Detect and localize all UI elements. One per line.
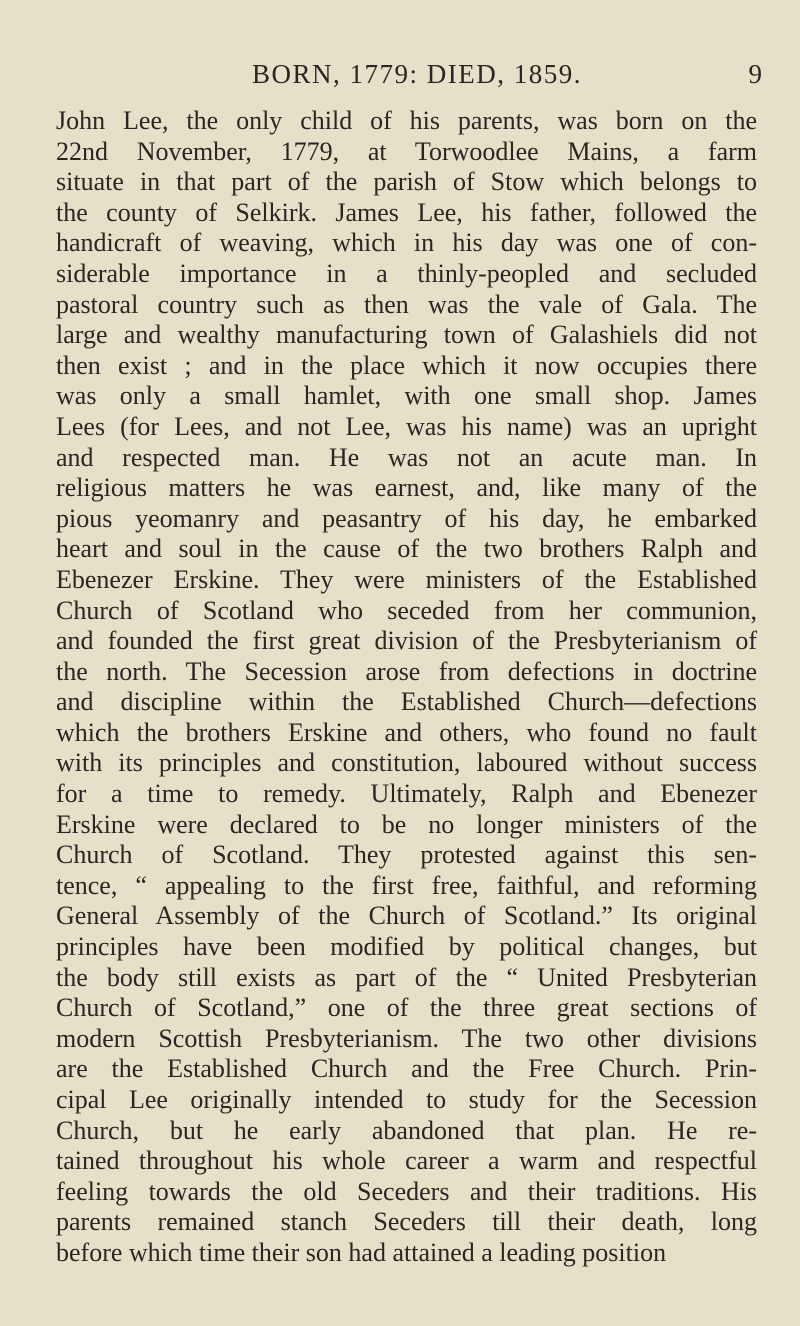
text-line: religious matters he was earnest, and, like many of the [56, 473, 757, 503]
text-line: siderable importance in a thinly-peopled and secluded [56, 258, 757, 288]
text-line: and founded the first great division of the Presbyterianism of [56, 626, 757, 656]
text-line: pious yeomanry and peasantry of his day, he embarked [56, 503, 757, 533]
text-line: pastoral country such as then was the vale of Gala. The [56, 289, 757, 319]
text-line: cipal Lee originally intended to study for the Secession [56, 1085, 757, 1114]
text-line: Church of Scotland,” one of the three great sections of [56, 993, 757, 1023]
text-line: the body still exists as part of the “ United Presbyterian [56, 962, 757, 992]
text-line: Erskine were declared to be no longer ministers of the [56, 809, 757, 839]
text-line: Church of Scotland. They protested against this sen- [56, 840, 757, 870]
text-line: Lees (for Lees, and not Lee, was his name) was an upright [56, 411, 757, 441]
text-line: feeling towards the old Seceders and their traditions. His [56, 1176, 757, 1206]
running-head [0, 55, 800, 99]
text-line: are the Established Church and the Free Church. Prin- [56, 1054, 757, 1084]
text-line: tence, “ appealing to the first free, faithful, and reforming [56, 870, 757, 900]
text-line: for a time to remedy. Ultimately, Ralph and Ebenezer [56, 779, 757, 809]
text-line: and respected man. He was not an acute man. In [56, 442, 757, 472]
page-number: 9 [748, 59, 762, 89]
text-line: then exist ; and in the place which it now occupies there [56, 350, 757, 380]
text-line: handicraft of weaving, which in his day was one of con- [56, 228, 757, 258]
text-line: Church, but he early abandoned that plan. He re- [56, 1115, 757, 1145]
text-line: modern Scottish Presbyterianism. The two other divisions [56, 1023, 757, 1053]
text-line: the north. The Secession arose from defections in doctrine [56, 656, 757, 686]
running-head-title: BORN, 1779: DIED, 1859. [252, 59, 582, 89]
text-line: and discipline within the Established Church—defections [56, 687, 757, 717]
text-line: 22nd November, 1779, at Torwoodlee Mains, a farm [56, 136, 757, 166]
text-line: principles have been modified by political changes, but [56, 932, 757, 962]
text-line: tained throughout his whole career a warm and respectful [56, 1146, 757, 1176]
text-line: the county of Selkirk. James Lee, his father, followed the [56, 197, 757, 227]
text-line: situate in that part of the parish of Stow which belongs to [56, 167, 757, 197]
text-line: Church of Scotland who seceded from her communion, [56, 595, 757, 625]
text-line: was only a small hamlet, with one small shop. James [56, 381, 757, 411]
text-line: heart and soul in the cause of the two brothers Ralph and [56, 534, 757, 564]
text-line: with its principles and constitution, laboured without success [56, 748, 757, 778]
text-line: before which time their son had attained a leading position [56, 1237, 667, 1267]
text-line: which the brothers Erskine and others, who found no fault [56, 717, 757, 747]
body-paragraph [56, 106, 757, 1269]
text-line: parents remained stanch Seceders till their death, long [56, 1207, 757, 1237]
text-line: Ebenezer Erskine. They were ministers of the Established [56, 564, 757, 594]
text-line: General Assembly of the Church of Scotland.” Its original [56, 901, 757, 931]
text-line: large and wealthy manufacturing town of Galashiels did not [56, 320, 757, 350]
text-line: John Lee, the only child of his parents, was born on the [56, 106, 757, 135]
